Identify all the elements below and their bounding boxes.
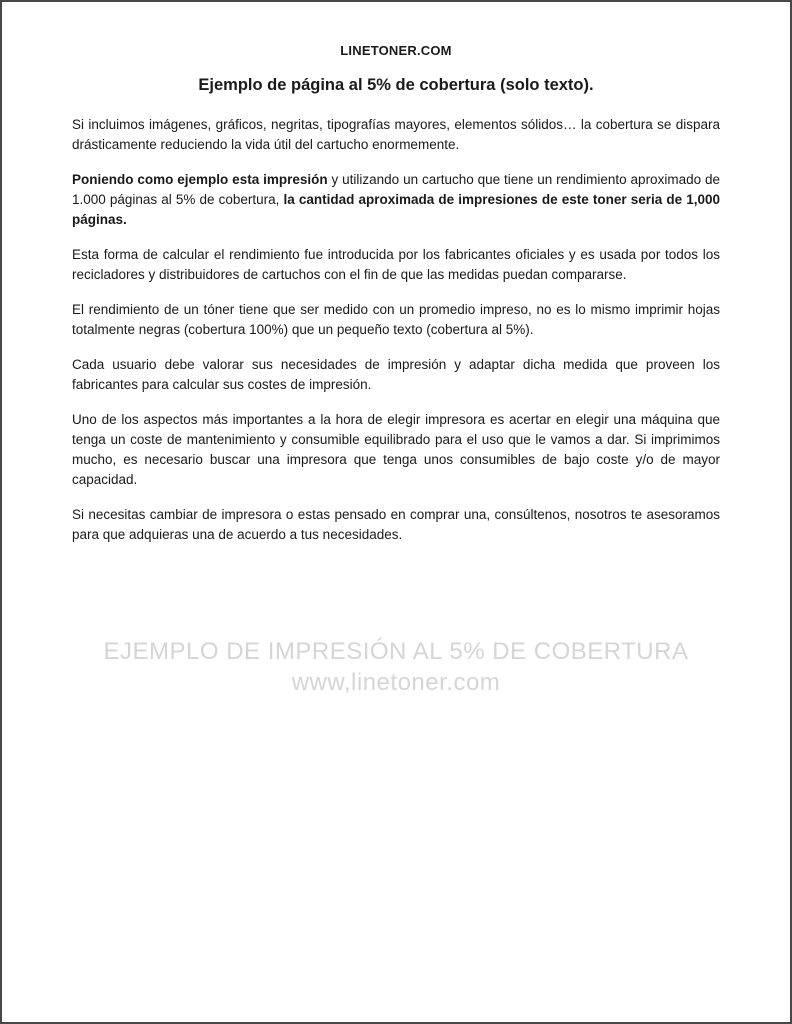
paragraph-user-advice: Cada usuario debe valorar sus necesidades de impresión y adaptar dicha medida que proveen los fabricantes para calcular sus costes de impresión. bbox=[72, 357, 720, 392]
site-title: LINETONER.COM bbox=[340, 43, 452, 58]
paragraph-example-bold-lead: Poniendo como ejemplo esta impresión bbox=[72, 172, 328, 187]
paragraph-example-regular: y utilizando un cartucho que tiene un rendimiento aproximado de 1.000 páginas al 5% de cobertura, bbox=[72, 172, 720, 207]
paragraph-printer-choice: Uno de los aspectos más importantes a la hora de elegir impresora es acertar en elegir una máquina que tenga un coste de mantenimiento y consumible equilibrado para el uso que le vamos a dar. Si imprimimos mucho, es necesario buscar una impresora que tenga unos consumibles de bajo coste y/o de mayor capacidad. bbox=[72, 412, 720, 487]
document-content bbox=[2, 2, 790, 545]
document-body bbox=[72, 115, 720, 545]
paragraph-contact-offer: Si necesitas cambiar de impresora o estas pensado en comprar una, consúltenos, nosotros te asesoramos para que adquieras una de acuerdo a tus necesidades. bbox=[72, 507, 720, 542]
document-header bbox=[72, 44, 720, 95]
paragraph-example-bold-tail: la cantidad aproximada de impresiones de este toner seria de 1,000 páginas. bbox=[72, 192, 720, 227]
watermark bbox=[2, 636, 790, 698]
paragraph-measurement-origin: Esta forma de calcular el rendimiento fue introducida por los fabricantes oficiales y es usada por todos los recicladores y distribuidores de cartuchos con el fin de que las medidas puedan compararse. bbox=[72, 247, 720, 282]
paragraph-example bbox=[72, 170, 720, 230]
page-title: Ejemplo de página al 5% de cobertura (solo texto). bbox=[198, 76, 594, 94]
paragraph-coverage-intro: Si incluimos imágenes, gráficos, negritas, tipografías mayores, elementos sólidos… la cobertura se dispara drásticamente reduciendo la vida útil del cartucho enormemente. bbox=[72, 117, 720, 152]
paragraph-toner-yield: El rendimiento de un tóner tiene que ser medido con un promedio impreso, no es lo mismo imprimir hojas totalmente negras (cobertura 100%) que un pequeño texto (cobertura al 5%). bbox=[72, 302, 720, 337]
watermark-line-1: EJEMPLO DE IMPRESIÓN AL 5% DE COBERTURA bbox=[103, 638, 689, 665]
watermark-line-2: www,linetoner.com bbox=[291, 669, 501, 696]
